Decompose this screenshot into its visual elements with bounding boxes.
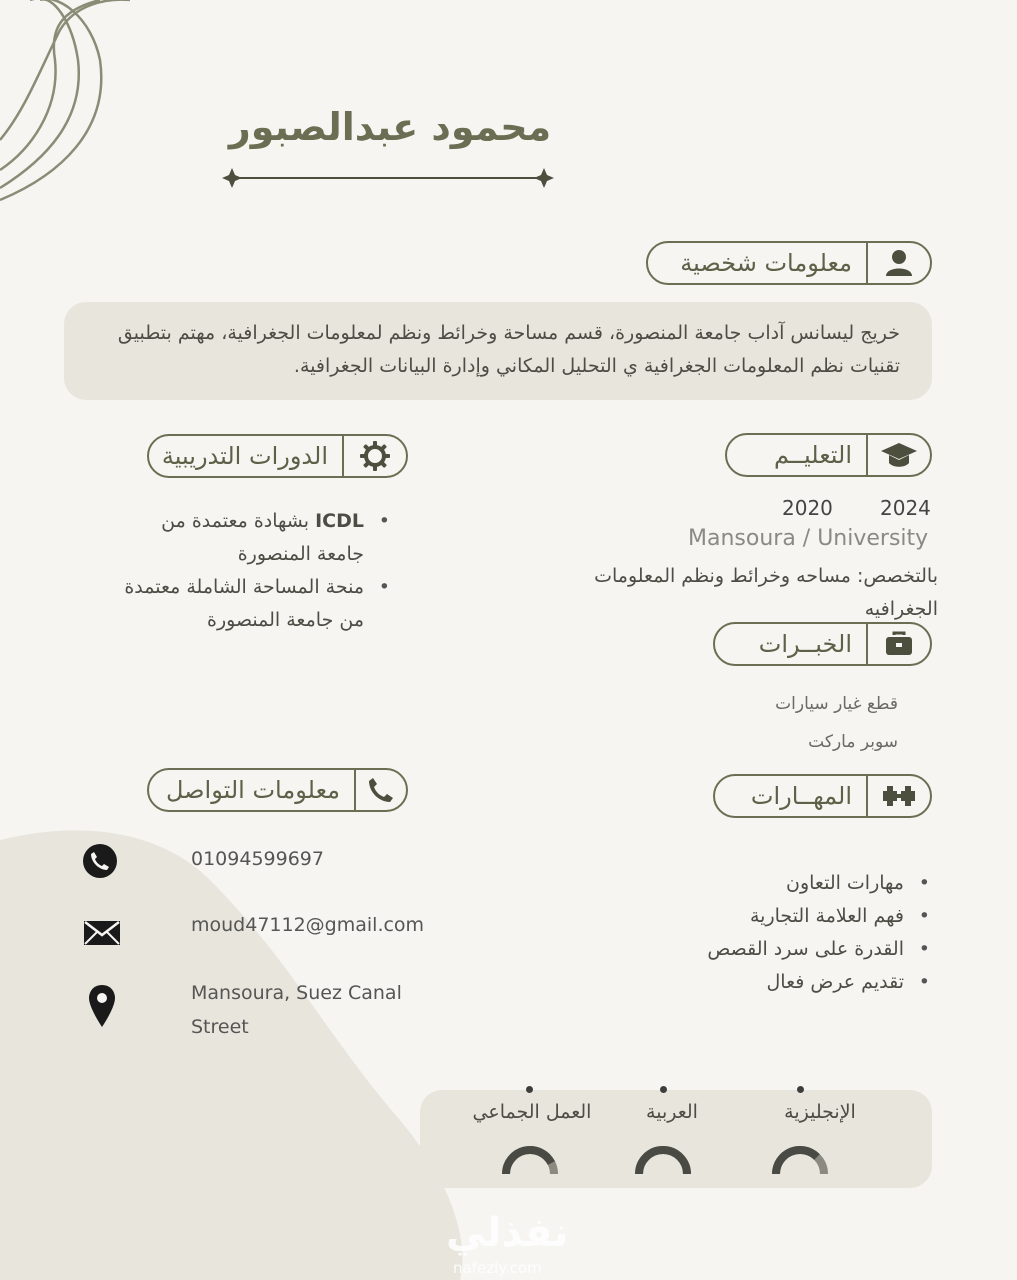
summary-text: خريج ليسانس آداب جامعة المنصورة، قسم مساحة وخرائط ونظم لمعلومات الجغرافية، مهتم بتطبيق تقنيات نظم المعلومات الجغرافية ي التحليل المكاني وإدارة البيانات الجغرافية. <box>64 302 932 400</box>
envelope-icon <box>83 920 121 950</box>
experience-header <box>713 622 932 666</box>
gauge-fill <box>776 1150 817 1174</box>
course-item <box>120 505 390 571</box>
watermark-url: nafezly.com <box>453 1259 542 1277</box>
courses-title: الدورات التدريبية <box>161 442 328 470</box>
skill-item: • القدرة على سرد القصص <box>680 933 930 966</box>
experience-title: الخبــرات <box>758 630 852 658</box>
education-year-end: 2020 <box>782 496 833 520</box>
education-header <box>725 433 932 477</box>
course-item-text: بشهادة معتمدة من جامعة المنصورة <box>161 510 364 565</box>
course-item-text: منحة المساحة الشاملة معتمدة من جامعة المنصورة <box>124 576 364 631</box>
contact-phone[interactable]: 01094599697 <box>191 848 324 870</box>
contact-address: Mansoura, Suez Canal Street <box>191 982 402 1038</box>
experience-item: سوبر ماركت <box>808 732 898 752</box>
gauge-fill <box>639 1150 687 1174</box>
courses-list <box>120 505 390 637</box>
course-item <box>120 571 390 637</box>
education-title: التعليــم <box>773 441 852 469</box>
language-label: الإنجليزية <box>784 1101 856 1123</box>
skills-list <box>680 867 930 999</box>
personal-info-header <box>646 241 932 285</box>
person-name: محمود عبدالصبور <box>228 105 552 149</box>
graduation-cap-icon <box>866 435 930 475</box>
course-item-bold: ICDL <box>315 510 364 532</box>
phone-icon <box>354 770 406 810</box>
language-label: العمل الجماعي <box>472 1101 592 1123</box>
skills-title: المهــارات <box>750 782 852 810</box>
language-dot <box>526 1086 533 1093</box>
contact-email[interactable]: moud47112@gmail.com <box>191 914 425 936</box>
education-university: Mansoura / University <box>688 526 929 551</box>
gear-icon <box>342 436 406 476</box>
language-label: العربية <box>646 1101 698 1123</box>
name-divider <box>220 166 556 190</box>
contact-title: معلومات التواصل <box>165 776 340 804</box>
language-dot <box>660 1086 667 1093</box>
experience-item: قطع غيار سيارات <box>775 694 898 714</box>
decorative-lines <box>0 0 140 210</box>
skill-item: • تقديم عرض فعال <box>680 966 930 999</box>
skills-header <box>713 774 932 818</box>
watermark-logo: نفذلي <box>446 1210 569 1256</box>
puzzle-icon <box>866 776 930 816</box>
briefcase-icon <box>866 624 930 664</box>
user-icon <box>866 243 930 283</box>
skill-item: • فهم العلامة التجارية <box>680 900 930 933</box>
gauge-fill <box>506 1150 551 1174</box>
education-year-start: 2024 <box>880 496 931 520</box>
language-dot <box>797 1086 804 1093</box>
personal-info-title: معلومات شخصية <box>680 249 852 277</box>
map-pin-icon <box>88 984 116 1032</box>
courses-header <box>147 434 408 478</box>
skill-item: • مهارات التعاون <box>680 867 930 900</box>
contact-header <box>147 768 408 812</box>
language-gauges <box>490 1140 840 1180</box>
phone-circle-icon <box>82 843 118 883</box>
education-major: بالتخصص: مساحه وخرائط ونظم المعلومات الجغرافيه <box>594 565 938 620</box>
